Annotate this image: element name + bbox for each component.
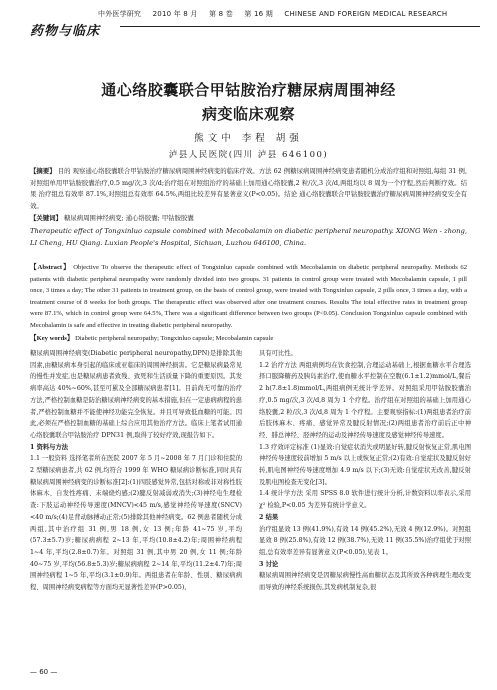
keywords-en (30, 333, 467, 345)
section-1-1: 1.1 一般资料 选择笔者所在医院 2007 年 5 月~2008 年 7 月门诊和住院的 2 型糖尿病患者,共 62 例,均符合 1999 年 WHO 糖尿病诊断标准,同时具有糖尿病周围神经病变的诊断标准[2]:(1)四肢感觉异常,包括对称或非对称性肢体麻木、自发性疼痛、末端烧灼感;(2)腱反射减弱或消失;(3)神经电生理检查:下肢运动神经传导速度(MNCV)<45 m/s,感觉神经传导速度(SNCV)<40 m/s;(4)足背动脉搏动正常;(5)排除其他神经病变。62 例患者随机分成两组,其中治疗组 31 例,男 18 例,女 13 例;年龄 41~75 岁,平均(57.3±5.7)岁;糖尿病病程 2~13 年,平均(10.8±4.2)年;周围神经病程 1~4 年,平均(2.8±0.7)年。对照组 31 例,其中男 20 例,女 11 例;年龄 40~75 岁,平均(56.8±5.3)岁;糖尿病病程 2~14 年,平均(11.2±4.7)年;周围神经病程 1~5 年,平均(3.1±0.9)年。两组患者在年龄、性别、糖尿病病程、周围神经病变病程等方面均无显著性差异(P>0.05), (30, 455, 242, 592)
section-1-2: 1.2 治疗方法 两组病例均在饮食控制,合理运动基础上,根据血糖水平合理选择口服降糖药及胰岛素治疗,使血糖水平控制在空腹(6.1±1.2)mmol/L,餐后 2 h(7.8±1.8)mmol/L,两组病例无统计学差异。对照组采用甲钴胺胶囊治疗,0.5 mg/次,3 次/d,8 周为 1 个疗程。治疗组在对照组的基础上加用通心络胶囊,2 粒/次,3 次/d,8 周为 1 个疗程。主要观察指标:(1)两组患者治疗前后肢体麻木、疼痛、感觉异常及腱反射情况;(2)两组患者治疗前后正中神经、腓总神经、胫神经的运动及神经传导速度及感觉神经传导速度。 (259, 361, 471, 439)
section-2-heading: 2 结果 (259, 513, 279, 521)
intro-paragraph: 糖尿病周围神经病变(Diabetic peripheral neuropathy,DPN)是排除其他因素,由糖尿病本身引起的临床或亚临床的周围神经损害。它是糖尿病最常见的慢性并发症,也是糖尿病患者致残、致死和生活质量下降的重要原因。其发病率高达 40%~60%,甚至可累及全部糖尿病患者[1]。目前尚无可靠的治疗方法,严格控制血糖是防治糖尿病神经病变的基本措施,但在一定患病病程的患者,严格控制血糖并不能使神经功能完全恢复。并且可导致低血糖的可能。因此,必须在严格控制血糖的基础上综合应用其他治疗方法。临床上笔者试用通心络胶囊联合甲钴胺治疗 DPN31 例,取得了较好疗效,现报告如下。 (30, 350, 242, 439)
title-line-1: 通心络胶囊联合甲钴胺治疗糖尿病周围神经 (101, 81, 396, 99)
journal-name-en: CHINESE AND FOREIGN MEDICAL RESEARCH (284, 10, 448, 18)
abstract-cn-text: 目的 观察通心络胶囊联合甲钴胺治疗糖尿病周围神经病变的临床疗效。方法 62 例糖尿病周围神经病变患者随机分成治疗组和对照组,每组 31 例,对照组单用甲钴胺胶囊治疗,0.5 mg/次,3 次/d;治疗组在对照组治疗的基础上加用通心络胶囊,2 粒/次,3 次/d,两组均以 8 周为一个疗程,然后判断疗效。结果 治疗组总有效率 87.1%,对照组总有效率 64.5%,两组比较差异有显著意义(P<0.05)。结论 通心络胶囊联合甲钴胺胶囊治疗糖尿病周围神经病变安全有效。 (30, 167, 467, 210)
section-1-3: 1.3 疗效评定标准 (1)显效:自觉症状消失或明显好转,腱反射恢复正常,肌电图神经传导速度较前增加 5 m/s 以上或恢复正常;(2)有效:自觉症状及腱反射好转,肌电图神经传导速度增加 4.9 m/s 以下;(3)无效:自觉症状无改善,腱反射及肌电图检查无变化[3]。 (259, 443, 471, 486)
article-title (0, 78, 497, 126)
section-2-text: 治疗组显效 13 例(41.9%),有效 14 例(45.2%),无效 4 例(12.9%)。对照组显效 8 例(25.8%),有效 12 例(38.7%),无效 11 例(35.5%)治疗组优于对照组,总有效率差异有显著意义(P<0.05),见表 1。 (259, 525, 471, 556)
abstract-en (30, 262, 467, 332)
header-rule (120, 26, 480, 27)
section-name: 药物与临床 (30, 24, 101, 39)
section-logo (30, 20, 120, 38)
section-1-4: 1.4 统计学方法 采用 SPSS 8.0 软件进行统计分析,计数资料以率表示,采用 χ² 检验,P<0.05 为差异有统计学意义。 (259, 490, 471, 510)
keywords-cn-label: 【关键词】 (30, 214, 62, 222)
affiliation: 泸县人民医院(四川 泸县 646100) (168, 150, 329, 160)
keywords-en-label: 【Key words】 (30, 335, 74, 342)
keywords-cn-text: 糖尿病周围神经病变; 通心络胶囊; 甲钴胺胶囊 (64, 214, 194, 222)
authors: 熊文中 李程 胡强 (194, 133, 303, 144)
journal-name-cn: 中外医学研究 (98, 10, 142, 18)
abstract-en-label: 【Abstract】 (30, 264, 71, 271)
english-title-block: Therapeutic effect of Tongxinluo capsule combined with Mecobalamin on diabetic peripheral neuropathy. XIONG Wen - zhong, LI Cheng, HU Qiang. Luxian People's Hospital, Sichuan, Luzhou 646100, China. (30, 227, 467, 247)
abstract-cn (30, 166, 467, 212)
section-3-heading: 3 讨论 (259, 560, 279, 568)
keywords-en-text: Diabetic peripheral neuropathy; Tongxinluo capsule; Mecobalamin capsule (75, 335, 274, 342)
page-number: — 60 — (30, 668, 58, 676)
journal-run-line (98, 9, 456, 19)
issue-date: 2010 年 8 月 (152, 10, 198, 18)
section-3-text: 糖尿病周围神经病变是因糖尿病慢性高血糖状态及其所致各种病理生理改变而导致的神经系统损伤,其发病机制复杂,很 (259, 572, 471, 592)
abstract-en-text: Objective To observe the therapeutic effect of Tongxinluo capsule combined with Mecobalamin on diabetic peripheral neuropathy. Methods 62 patients with diabetic peripheral neuropathy were randomly divided into two groups. 31 patients in control group were treated with Mecobalamin capsule, 1 pill once, 3 times a day; The other 31 patients in treatment group, on the basis of control group, were treated with Tongxinluo capsule, 2 pills once, 3 times a day, with a treatment course of 8 weeks for both groups. The therapeutic effect was observed after one treatment courses. Results The total effective rates in treatment group were 87.1%, which in control group were 64.5%, There was a significant difference between two groups (P<0.05). Conclusion Tongxinluo capsule combined with Mecobalamin is safe and effective in treating diabetic peripheral neuropathy. (30, 264, 467, 329)
body-right-column (259, 348, 471, 594)
body-left-column (30, 348, 242, 594)
section-1-heading: 1 资料与方法 (30, 443, 69, 451)
issue: 第 16 期 (244, 10, 273, 18)
volume: 第 8 卷 (209, 10, 233, 18)
section-1-1-cont: 具有可比性。 (259, 350, 297, 357)
keywords-cn (30, 213, 467, 225)
running-header (0, 6, 497, 39)
title-line-2: 病变临床观察 (201, 105, 295, 123)
abstract-cn-label: 【摘要】 (30, 167, 56, 175)
